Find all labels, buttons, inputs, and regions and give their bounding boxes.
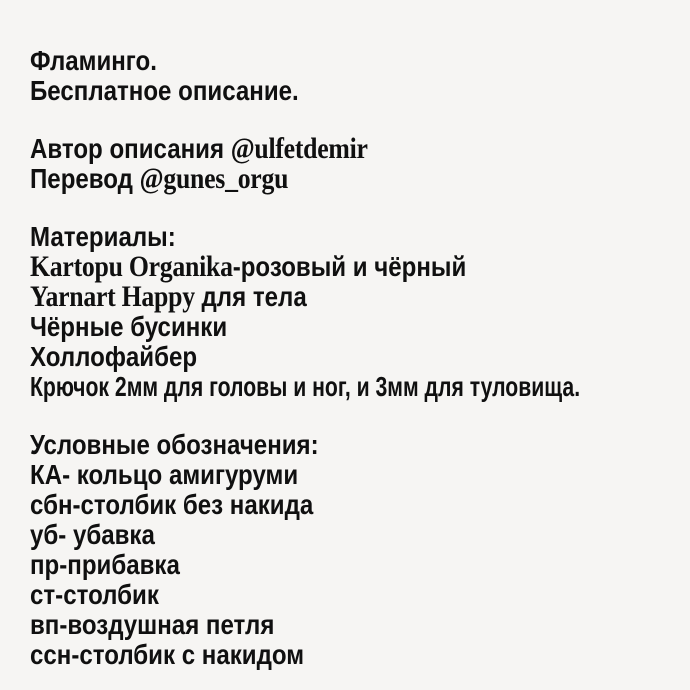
materials-block	[30, 222, 684, 402]
material-stuffing: Холлофайбер	[30, 341, 198, 372]
author-line	[30, 134, 684, 164]
credits-block	[30, 134, 684, 194]
legend-item-vp: вп-воздушная петля	[30, 609, 275, 640]
materials-heading: Материалы:	[30, 221, 176, 252]
material-hooks: Крючок 2мм для головы и ног, и 3мм для туловища.	[30, 371, 581, 402]
legend-item-ka: КА- кольцо амигуруми	[30, 459, 299, 490]
author-handle: @ulfetdemir	[230, 132, 368, 165]
yarn1-colors: -розовый и чёрный	[232, 251, 467, 282]
pattern-text-block	[30, 46, 684, 670]
translator-handle: @gunes_orgu	[139, 162, 289, 195]
legend-item-ssn: ссн-столбик с накидом	[30, 639, 305, 670]
author-label: Автор описания	[30, 133, 231, 164]
yarn2-brand: Yarnart Happy	[30, 280, 195, 313]
legend-item-st: ст-столбик	[30, 579, 159, 610]
legend-item-ub: уб- убавка	[30, 519, 155, 550]
legend-heading: Условные обозначения:	[30, 429, 319, 460]
material-beads: Чёрные бусинки	[30, 311, 228, 342]
material-yarn1	[30, 252, 684, 282]
yarn1-brand: Kartopu Organika	[30, 250, 233, 283]
legend-block	[30, 430, 684, 670]
translator-label: Перевод	[30, 163, 140, 194]
material-yarn2	[30, 282, 684, 312]
legend-item-pr: пр-прибавка	[30, 549, 180, 580]
pattern-subtitle: Бесплатное описание.	[30, 75, 299, 106]
legend-item-sbn: сбн-столбик без накида	[30, 489, 314, 520]
yarn2-use: для тела	[194, 281, 307, 312]
translator-line	[30, 164, 684, 194]
title-block	[30, 46, 684, 106]
pattern-title: Фламинго.	[30, 45, 157, 76]
